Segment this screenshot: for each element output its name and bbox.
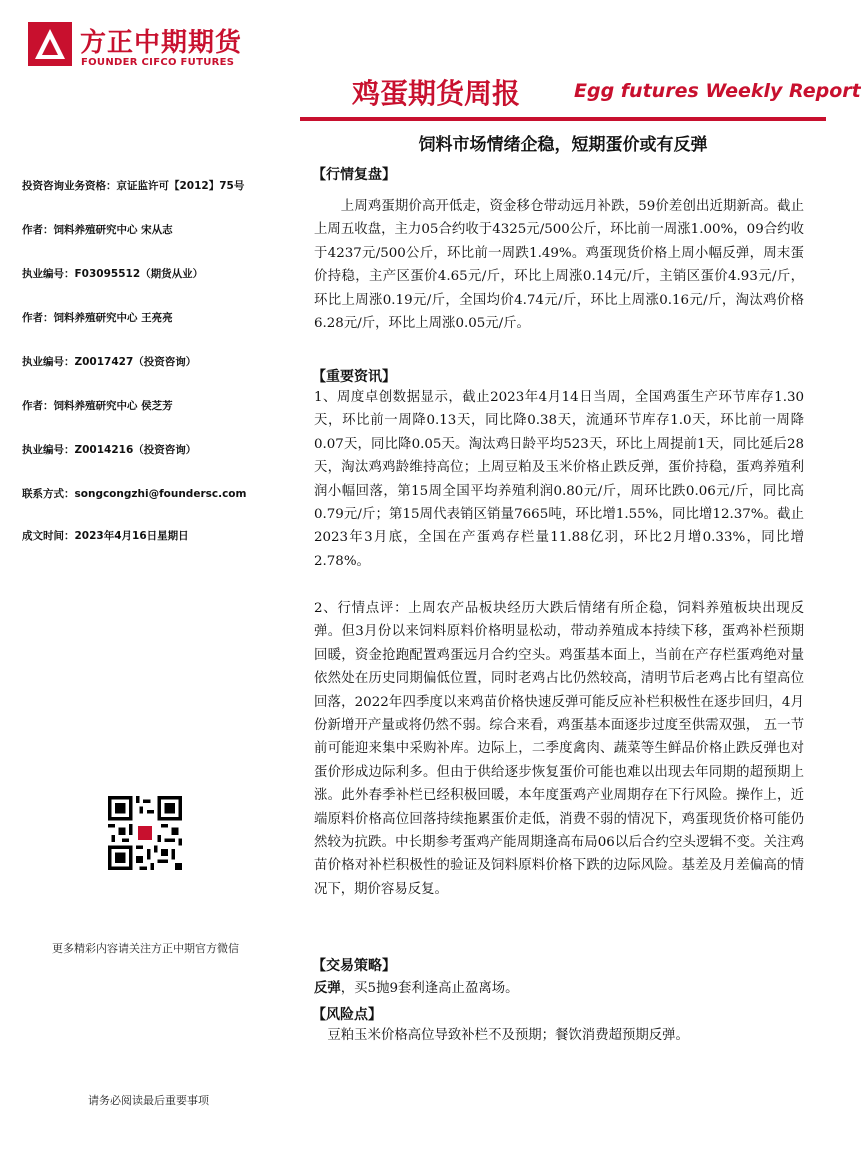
sidebar-qualification: 投资咨询业务资格：京证监许可【2012】75号: [22, 180, 245, 192]
sidebar-license-1: 执业编号：F03095512（期货从业）: [22, 268, 204, 280]
qr-caption: 更多精彩内容请关注方正中期官方微信: [52, 942, 239, 955]
company-logo: [28, 20, 258, 72]
sidebar-date: 成文时间：2023年4月16日星期日: [22, 530, 189, 542]
risk-paragraph: 豆粕玉米价格高位导致补栏不及预期；餐饮消费超预期反弹。: [327, 1028, 689, 1043]
report-subtitle: 饲料市场情绪企稳，短期蛋价或有反弹: [418, 135, 708, 155]
report-title-cn: 鸡蛋期货周报: [352, 77, 521, 110]
section-head-strategy: 【交易策略】: [312, 958, 396, 974]
news-paragraph-1: 1、周度卓创数据显示，截止2023年4月14日当周，全国鸡蛋生产环节库存1.30天，环比前一周降0.13天，同比降0.38天，流通环节库存1.0天，环比前一周降0.07天，同比降0.05天。淘汰鸡日龄平均523天，环比上周提前1天，同比延后28天，淘汰鸡鸡龄维持高位；上周豆粕及玉米价格止跌反弹，蛋价持稳，蛋鸡养殖利润小幅回落，第15周全国平均养殖利润0.80元/斤，周环比跌0.06元/斤，同比高0.79元/斤；第15周代表销区销量7665吨，环比增1.55%，同比增12.37%。截止2023年3月底，全国在产蛋鸡存栏量11.88亿羽，环比2月增0.33%，同比增2.78%。: [314, 390, 804, 569]
strategy-lead: 反弹: [314, 981, 341, 996]
strategy-paragraph: [314, 978, 804, 1000]
sidebar-author-3: 作者：饲料养殖研究中心 侯芝芳: [22, 400, 173, 412]
review-paragraph: 上周鸡蛋期价高开低走，资金移仓带动远月补跌，59价差创出近期新高。截止上周五收盘，主力05合约收于4325元/500公斤，环比前一周涨1.00%，09合约收于4237元/500公斤，环比前一周跌1.49%。鸡蛋现货价格上周小幅反弹，周末蛋价持稳，主产区蛋价4.65元/斤，环比上周涨0.14元/斤，主销区蛋价4.93元/斤，环比上周涨0.19元/斤，全国均价4.74元/斤，环比上周涨0.16元/斤，淘汰鸡价格6.28元/斤，环比上周涨0.05元/斤。: [314, 199, 804, 332]
sidebar-author-2: 作者：饲料养殖研究中心 王亮亮: [22, 312, 173, 324]
sidebar-license-3: 执业编号：Z0014216（投资咨询）: [22, 444, 197, 456]
logo-text-cn: 方正中期期货: [80, 28, 243, 58]
header-divider: [300, 117, 826, 121]
section-head-risk: 【风险点】: [312, 1007, 382, 1023]
strategy-text: ，买5抛9套利逢高止盈离场。: [340, 981, 519, 996]
sidebar-author-1: 作者：饲料养殖研究中心 宋从志: [22, 224, 173, 236]
footer-disclaimer-note: 请务必阅读最后重要事项: [88, 1094, 209, 1107]
logo-text-en: FOUNDER CIFCO FUTURES: [81, 57, 235, 68]
sidebar-license-2: 执业编号：Z0017427（投资咨询）: [22, 356, 197, 368]
news-paragraph-2: 2、行情点评：上周农产品板块经历大跌后情绪有所企稳，饲料养殖板块出现反弹。但3月份以来饲料原料价格明显松动，带动养殖成本持续下移，蛋鸡补栏预期回暖，资金抢跑配置鸡蛋远月合约空头。鸡蛋基本面上，当前在产存栏蛋鸡绝对量依然处在历史同期偏低位置，同时老鸡占比仍然较高，清明节后老鸡占比有望高位回落，2022年四季度以来鸡苗价格快速反弹可能反应补栏积极性在逐步回归，4月份新增开产量或将仍然不弱。综合来看，鸡蛋基本面逐步过度至供需双强， 五一节前可能迎来集中采购补库。边际上，二季度禽肉、蔬菜等生鲜品价格止跌反弹也对蛋价形成边际利多。但由于供给逐步恢复蛋价可能也难以出现去年同期的超预期上涨。此外春季补栏已经积极回暖，本年度蛋鸡产业周期存在下行风险。操作上，近端原料价格高位回落持续拖累蛋价走低，消费不弱的情况下，鸡蛋现货价格可能仍然较为抗跌。中长期参考蛋鸡产能周期逢高布局06以后合约空头逻辑不变。关注鸡苗价格对补栏积极性的验证及饲料原料价格下跌的边际风险。基差及月差偏高的情况下，期价容易反复。: [314, 601, 804, 897]
sidebar-contact: 联系方式：songcongzhi@foundersc.com: [22, 488, 247, 500]
section-head-news: 【重要资讯】: [312, 369, 396, 385]
report-title-en: Egg futures Weekly Report: [574, 80, 861, 102]
qr-code-icon: [108, 796, 182, 870]
section-head-review: 【行情复盘】: [312, 167, 396, 183]
founder-logo-icon: [28, 22, 72, 66]
